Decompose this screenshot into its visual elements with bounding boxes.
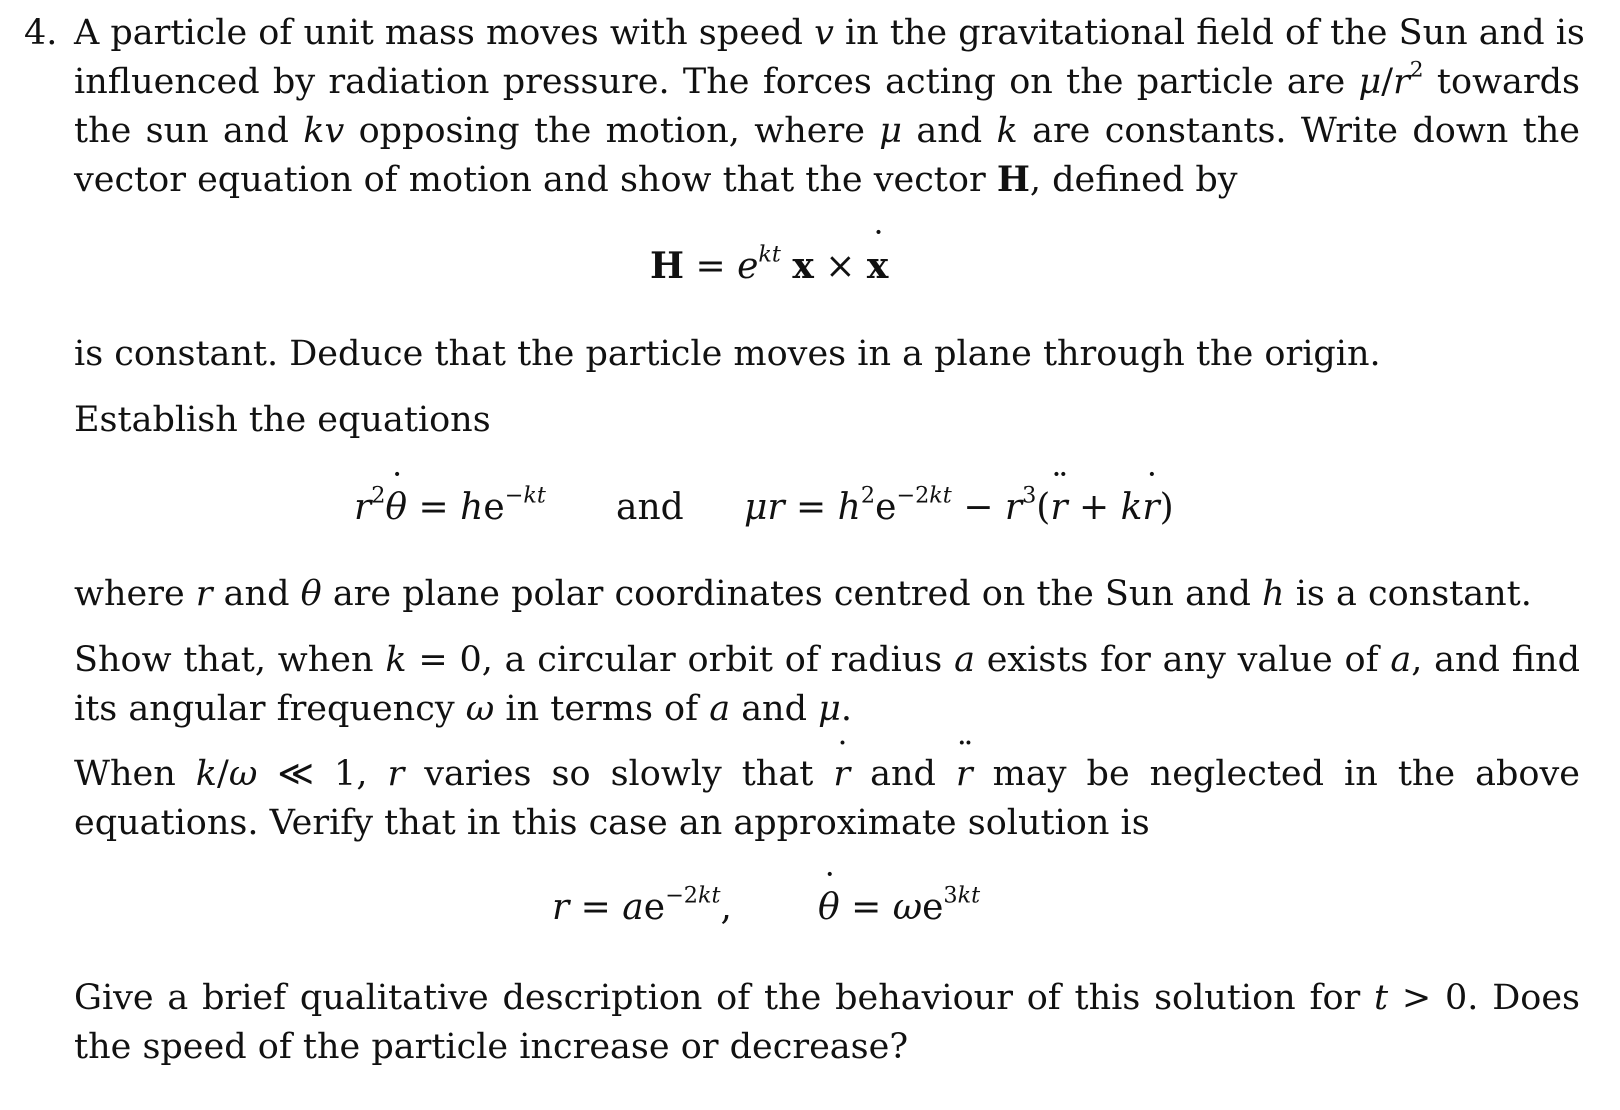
give-line-2: the speed of the particle increase or decrease?: [74, 1027, 909, 1067]
establish-statement: Establish the equations: [74, 400, 491, 440]
where-statement: where r and θ are plane polar coordinates centred on the Sun and h is a constant.: [74, 574, 1532, 614]
equation-h-vector: $H = e^{kt}$ x × x ˙: [650, 244, 888, 289]
equation-theta-solution: θ ˙ = $\omega e^{3kt}$: [818, 886, 980, 930]
equation-radius-solution: $r = ae^{-2kt}$,: [552, 882, 732, 928]
intro-line-1: A particle of unit mass moves with speed v in the gravitational field of the Sun and is: [74, 13, 1585, 53]
equation-connector-and: and: [616, 487, 684, 528]
intro-line-4: vector equation of motion and show that the vector H, defined by: [74, 159, 1238, 200]
show-line-1: Show that, when k = 0, a circular orbit of radius a exists for any value of a, and find: [74, 640, 1580, 680]
when-line-2: equations. Verify that in this case an approximate solution is: [74, 803, 1150, 843]
problem-number: 4.: [24, 13, 58, 53]
intro-line-2: influenced by radiation pressure. The forces acting on the particle are $\mu/r^2$ towards: [74, 57, 1580, 102]
give-line-1: Give a brief qualitative description of the behaviour of this solution for t > 0. Does: [74, 978, 1581, 1018]
equation-radial: $\mu r = h^2e^{-2kt} - r^3(r$ ¨ + kr ˙): [744, 486, 1174, 530]
constant-statement: is constant. Deduce that the particle moves in a plane through the origin.: [74, 334, 1381, 374]
intro-line-3: the sun and kv opposing the motion, where μ and k are constants. Write down the: [74, 111, 1580, 151]
when-line-1: When k/ω ≪ 1, r varies so slowly that r ˙ and r ¨ may be neglected in the above: [74, 754, 1580, 794]
show-line-2: its angular frequency ω in terms of a and μ.: [74, 689, 853, 729]
equation-angular-momentum: $r^2\theta$ ˙ = $he^{-kt}$: [354, 486, 546, 530]
